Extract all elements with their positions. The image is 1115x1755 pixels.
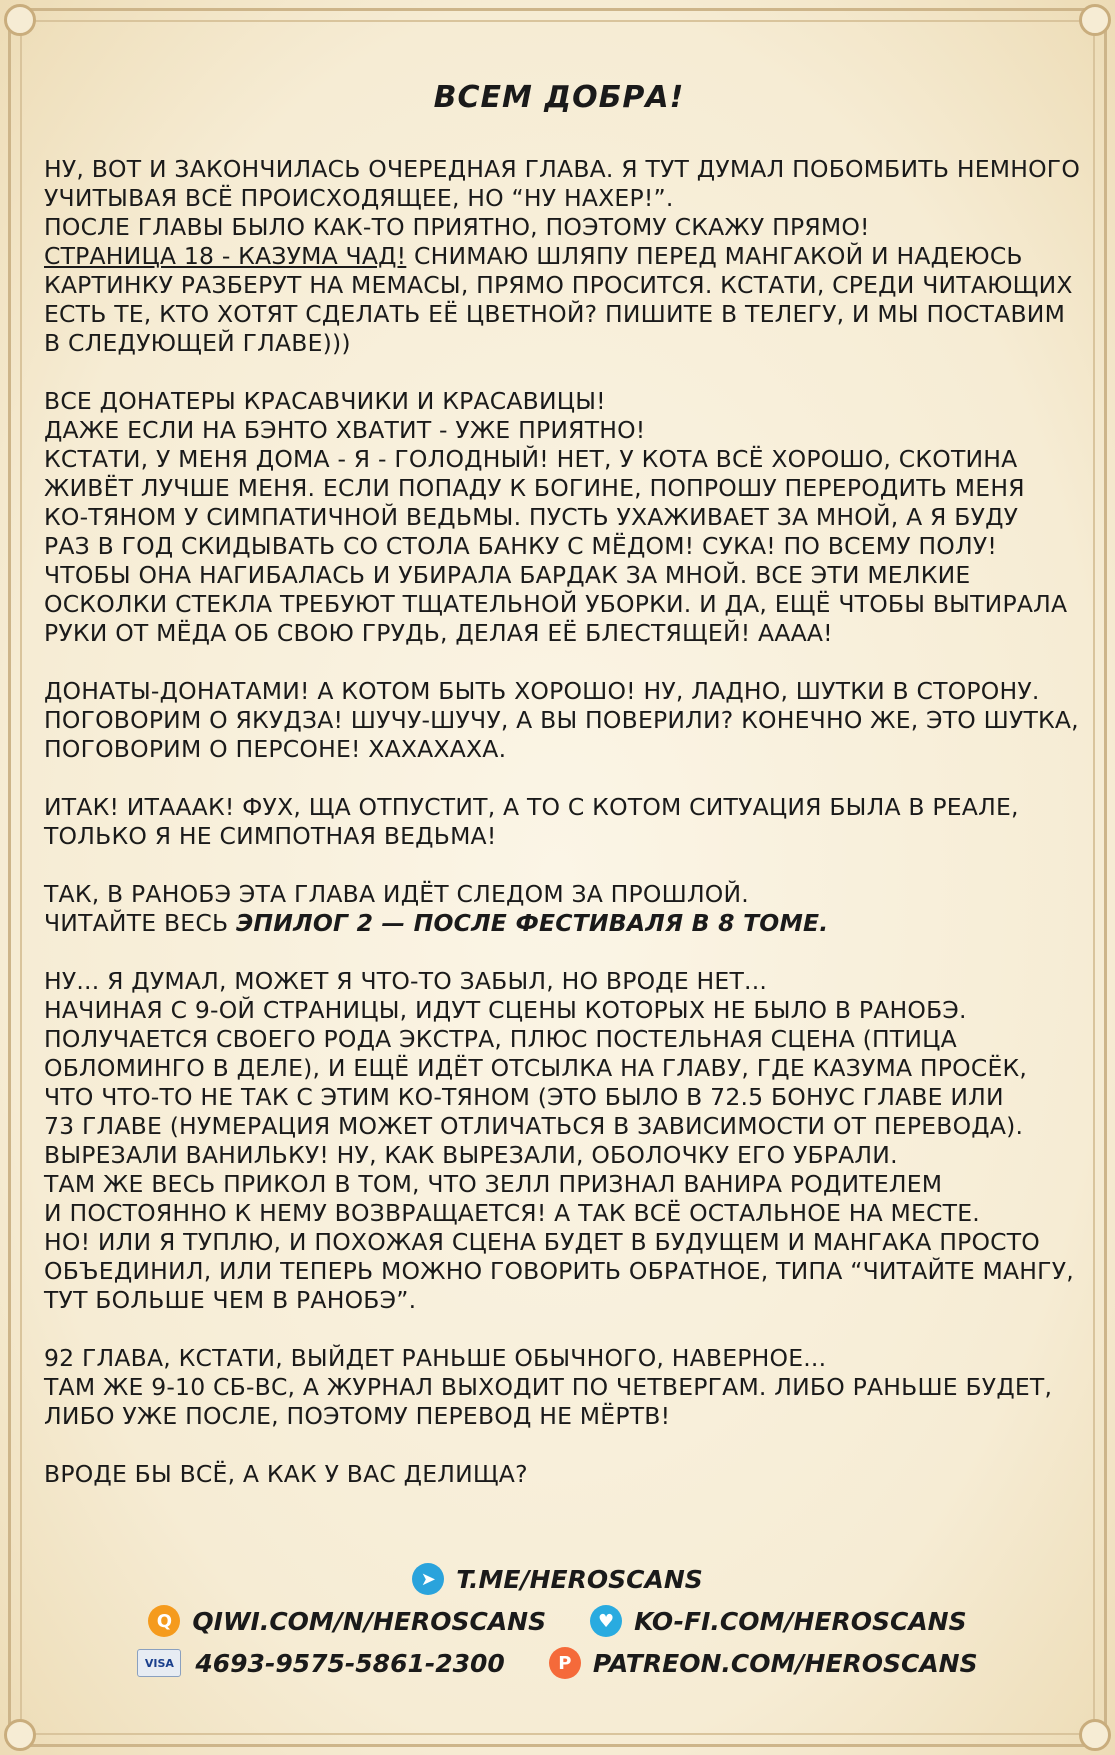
patreon-icon: P: [549, 1647, 581, 1679]
paragraph-jokes: [44, 677, 1079, 764]
text-line: 92 ГЛАВА, КСТАТИ, ВЫЙДЕТ РАНЬШЕ ОБЫЧНОГО, НАВЕРНОЕ...: [44, 1344, 827, 1372]
page-18-highlight: СТРАНИЦА 18 - КАЗУМА ЧАД!: [44, 242, 407, 270]
text-line: ТАМ ЖЕ 9-10 СБ-ВС, А ЖУРНАЛ ВЫХОДИТ ПО ЧЕТВЕРГАМ. ЛИБО РАНЬШЕ БУДЕТ,: [44, 1373, 1053, 1401]
paragraph-cat: [44, 793, 1074, 851]
page-18-rest: СНИМАЮ ШЛЯПУ ПЕРЕД МАНГАКОЙ И НАДЕЮСЬ: [406, 242, 1023, 270]
text-line: КСТАТИ, У МЕНЯ ДОМА - Я - ГОЛОДНЫЙ! НЕТ, У КОТА ВСЁ ХОРОШО, СКОТИНА: [44, 445, 1018, 473]
text-line: НУ... Я ДУМАЛ, МОЖЕТ Я ЧТО-ТО ЗАБЫЛ, НО ВРОДЕ НЕТ...: [44, 967, 768, 995]
text-line: ТОЛЬКО Я НЕ СИМПОТНАЯ ВЕДЬМА!: [44, 822, 497, 850]
text-line: ПОГОВОРИМ О ПЕРСОНЕ! ХАХАХАХА.: [44, 735, 507, 763]
page-title: ВСЕМ ДОБРА!: [433, 80, 685, 115]
text-line: ТАМ ЖЕ ВЕСЬ ПРИКОЛ В ТОМ, ЧТО ЗЕЛЛ ПРИЗНАЛ ВАНИРА РОДИТЕЛЕМ: [44, 1170, 943, 1198]
text-line: ПОЛУЧАЕТСЯ СВОЕГО РОДА ЭКСТРА, ПЛЮС ПОСТЕЛЬНАЯ СЦЕНА (ПТИЦА: [44, 1025, 957, 1053]
patreon-link-text: PATREON.COM/HEROSCANS: [592, 1648, 978, 1678]
visa-card-icon: VISA: [137, 1649, 181, 1677]
kofi-link-text: KO-FI.COM/HEROSCANS: [634, 1606, 967, 1636]
telegram-link-text: T.ME/HEROSCANS: [456, 1564, 703, 1594]
card-number-text: 4693-9575-5861-2300: [195, 1648, 505, 1678]
text-line: ОБЪЕДИНИЛ, ИЛИ ТЕПЕРЬ МОЖНО ГОВОРИТЬ ОБРАТНОЕ, ТИПА “ЧИТАЙТЕ МАНГУ,: [44, 1257, 1074, 1285]
corner-ornament: [4, 4, 36, 36]
text-line: УЧИТЫВАЯ ВСЁ ПРОИСХОДЯЩЕЕ, НО “НУ НАХЕР!”.: [44, 184, 674, 212]
text-line: 73 ГЛАВЕ (НУМЕРАЦИЯ МОЖЕТ ОТЛИЧАТЬСЯ В ЗАВИСИМОСТИ ОТ ПЕРЕВОДА).: [44, 1112, 1024, 1140]
text-line: ОБЛОМИНГО В ДЕЛЕ), И ЕЩЁ ИДЁТ ОТСЫЛКА НА ГЛАВУ, ГДЕ КАЗУМА ПРОСЁК,: [44, 1054, 1028, 1082]
text-line: НО! ИЛИ Я ТУПЛЮ, И ПОХОЖАЯ СЦЕНА БУДЕТ В БУДУЩЕМ И МАНГАКА ПРОСТО: [44, 1228, 1040, 1256]
qiwi-icon: Q: [148, 1605, 180, 1637]
text-line: НАЧИНАЯ С 9-ОЙ СТРАНИЦЫ, ИДУТ СЦЕНЫ КОТОРЫХ НЕ БЫЛО В РАНОБЭ.: [44, 996, 967, 1024]
text-line: ЧТО ЧТО-ТО НЕ ТАК С ЭТИМ КО-ТЯНОМ (ЭТО БЫЛО В 72.5 БОНУС ГЛАВЕ ИЛИ: [44, 1083, 1004, 1111]
paragraph-closing: [44, 1460, 1074, 1489]
text-line: ПОГОВОРИМ О ЯКУДЗА! ШУЧУ-ШУЧУ, А ВЫ ПОВЕРИЛИ? КОНЕЧНО ЖЕ, ЭТО ШУТКА,: [44, 706, 1079, 734]
links-row: [0, 1600, 1115, 1642]
text-line: ЕСТЬ ТЕ, КТО ХОТЯТ СДЕЛАТЬ ЕЁ ЦВЕТНОЙ? ПИШИТЕ В ТЕЛЕГУ, И МЫ ПОСТАВИМ: [44, 300, 1066, 328]
paragraph-intro: [44, 155, 1081, 358]
text-line: ЛИБО УЖЕ ПОСЛЕ, ПОЭТОМУ ПЕРЕВОД НЕ МЁРТВ!: [44, 1402, 671, 1430]
card-number: [137, 1649, 504, 1678]
text-line: ДОНАТЫ-ДОНАТАМИ! А КОТОМ БЫТЬ ХОРОШО! НУ, ЛАДНО, ШУТКИ В СТОРОНУ.: [44, 677, 1040, 705]
telegram-icon: ➤: [412, 1563, 444, 1595]
kofi-link[interactable]: [590, 1605, 966, 1637]
support-links: [0, 1558, 1115, 1684]
kofi-icon: ♥: [590, 1605, 622, 1637]
text-line: [44, 909, 1074, 938]
text-line: ОСКОЛКИ СТЕКЛА ТРЕБУЮТ ТЩАТЕЛЬНОЙ УБОРКИ. И ДА, ЕЩЁ ЧТОБЫ ВЫТИРАЛА: [44, 590, 1068, 618]
text-line: И ПОСТОЯННО К НЕМУ ВОЗВРАЩАЕТСЯ! А ТАК ВСЁ ОСТАЛЬНОЕ НА МЕСТЕ.: [44, 1199, 980, 1227]
epilogue-reference: ЭПИЛОГ 2 — ПОСЛЕ ФЕСТИВАЛЯ В 8 ТОМЕ.: [235, 909, 829, 937]
text-line: РУКИ ОТ МЁДА ОБ СВОЮ ГРУДЬ, ДЕЛАЯ ЕЁ БЛЕСТЯЩЕЙ! АААА!: [44, 619, 833, 647]
patreon-link[interactable]: [549, 1647, 978, 1679]
ranobe-prefix: ЧИТАЙТЕ ВЕСЬ: [44, 909, 236, 937]
text-line: ВЫРЕЗАЛИ ВАНИЛЬКУ! НУ, КАК ВЫРЕЗАЛИ, ОБОЛОЧКУ ЕГО УБРАЛИ.: [44, 1141, 898, 1169]
text-line: ТУТ БОЛЬШЕ ЧЕМ В РАНОБЭ”.: [44, 1286, 417, 1314]
text-line: ВСЕ ДОНАТЕРЫ КРАСАВЧИКИ И КРАСАВИЦЫ!: [44, 387, 606, 415]
text-line: РАЗ В ГОД СКИДЫВАТЬ СО СТОЛА БАНКУ С МЁДОМ! СУКА! ПО ВСЕМУ ПОЛУ!: [44, 532, 998, 560]
text-line: ТАК, В РАНОБЭ ЭТА ГЛАВА ИДЁТ СЛЕДОМ ЗА ПРОШЛОЙ.: [44, 880, 749, 908]
paragraph-ranobe: [44, 880, 1074, 938]
text-line: ВРОДЕ БЫ ВСЁ, А КАК У ВАС ДЕЛИЩА?: [44, 1460, 528, 1488]
paragraph-donators: [44, 387, 1074, 648]
message-body: [44, 80, 1081, 1518]
text-line: ПОСЛЕ ГЛАВЫ БЫЛО КАК-ТО ПРИЯТНО, ПОЭТОМУ СКАЖУ ПРЯМО!: [44, 213, 870, 241]
corner-ornament: [1079, 4, 1111, 36]
qiwi-link-text: QIWI.COM/N/HEROSCANS: [192, 1606, 547, 1636]
text-line: ИТАК! ИТАААК! ФУХ, ЩА ОТПУСТИТ, А ТО С КОТОМ СИТУАЦИЯ БЫЛА В РЕАЛЕ,: [44, 793, 1019, 821]
text-line: НУ, ВОТ И ЗАКОНЧИЛАСЬ ОЧЕРЕДНАЯ ГЛАВА. Я ТУТ ДУМАЛ ПОБОМБИТЬ НЕМНОГО: [44, 155, 1081, 183]
links-row: [0, 1558, 1115, 1600]
corner-ornament: [1079, 1719, 1111, 1751]
text-line: ДАЖЕ ЕСЛИ НА БЭНТО ХВАТИТ - УЖЕ ПРИЯТНО!: [44, 416, 646, 444]
text-line: ЖИВЁТ ЛУЧШЕ МЕНЯ. ЕСЛИ ПОПАДУ К БОГИНЕ, ПОПРОШУ ПЕРЕРОДИТЬ МЕНЯ: [44, 474, 1025, 502]
paragraph-scenes: [44, 967, 1074, 1315]
text-line: КАРТИНКУ РАЗБЕРУТ НА МЕМАСЫ, ПРЯМО ПРОСИТСЯ. КСТАТИ, СРЕДИ ЧИТАЮЩИХ: [44, 271, 1073, 299]
telegram-link[interactable]: [412, 1563, 703, 1595]
paragraph-next-chapter: [44, 1344, 1074, 1431]
qiwi-link[interactable]: [148, 1605, 546, 1637]
text-line: КО-ТЯНОМ У СИМПАТИЧНОЙ ВЕДЬМЫ. ПУСТЬ УХАЖИВАЕТ ЗА МНОЙ, А Я БУДУ: [44, 503, 1019, 531]
links-row: [0, 1642, 1115, 1684]
text-line: В СЛЕДУЮЩЕЙ ГЛАВЕ))): [44, 329, 351, 357]
corner-ornament: [4, 1719, 36, 1751]
text-line: ЧТОБЫ ОНА НАГИБАЛАСЬ И УБИРАЛА БАРДАК ЗА МНОЙ. ВСЕ ЭТИ МЕЛКИЕ: [44, 561, 971, 589]
text-line: [44, 242, 1074, 271]
